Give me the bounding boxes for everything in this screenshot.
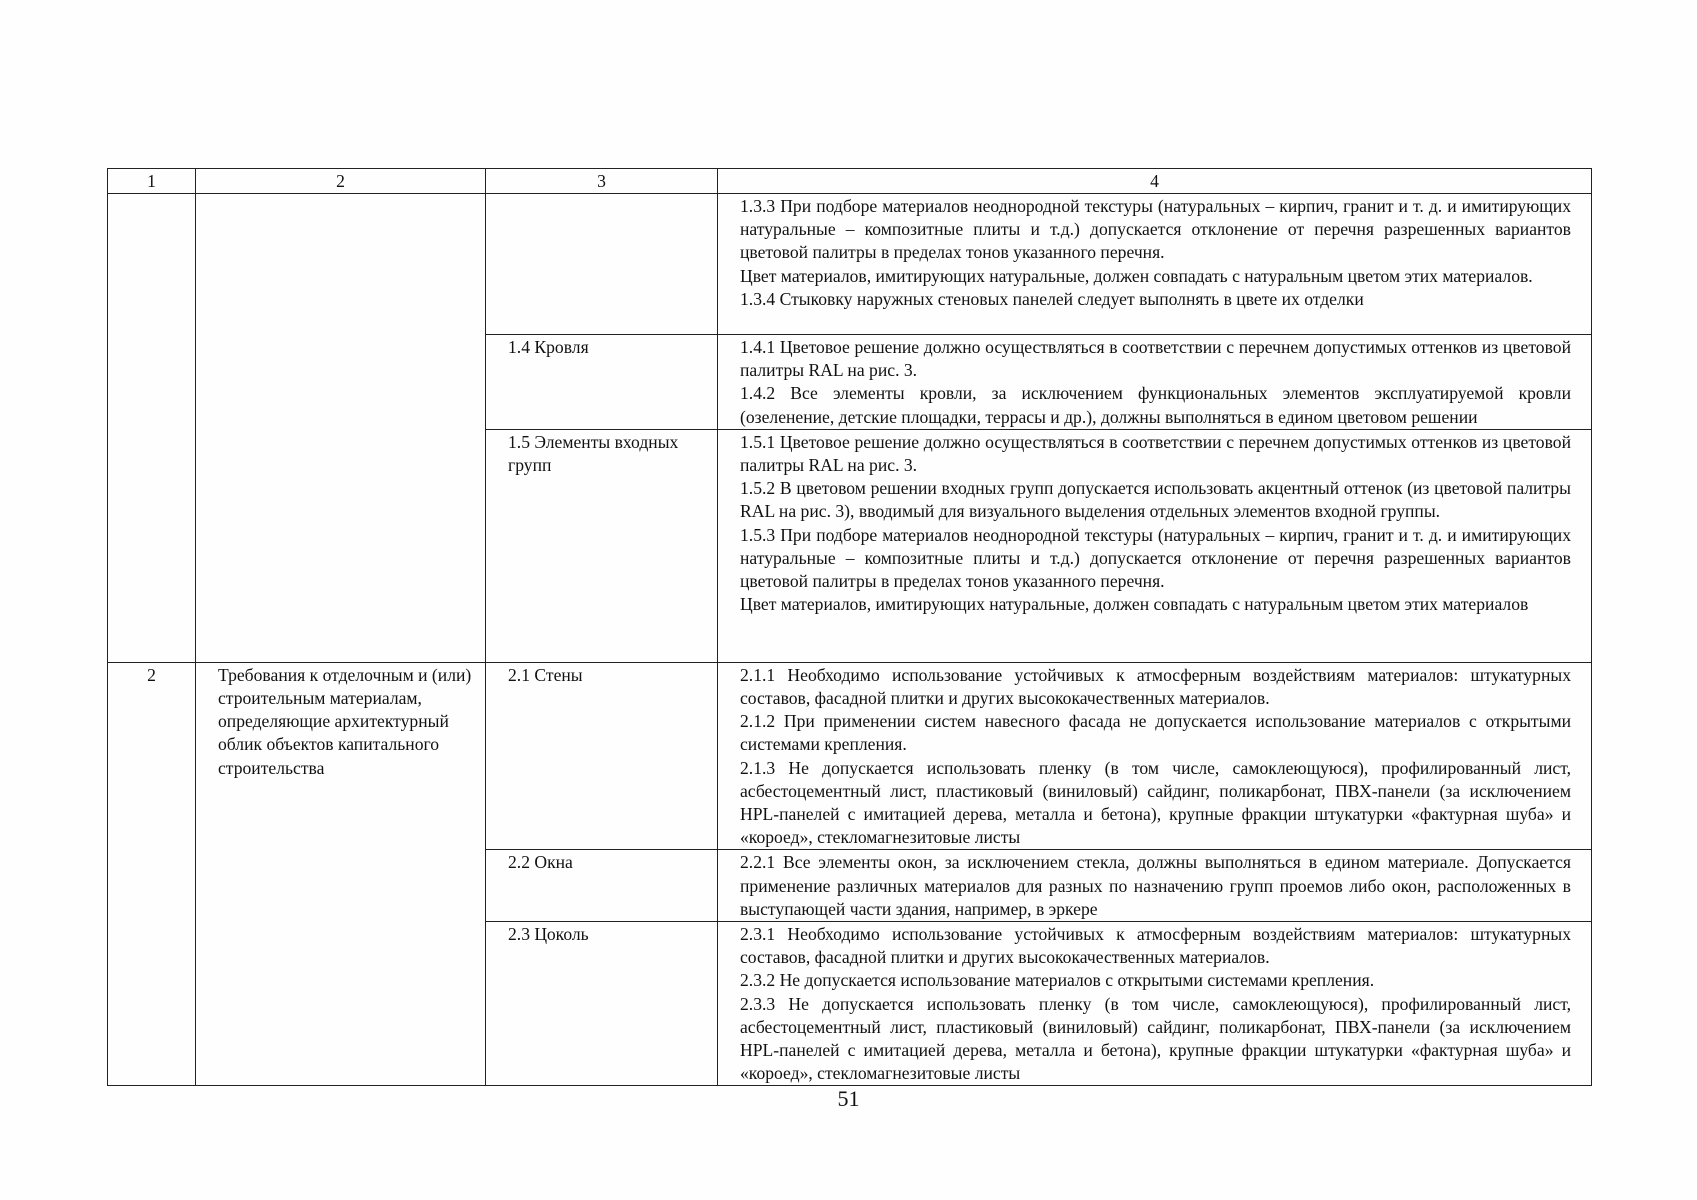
row-number-cell: 2 xyxy=(108,662,196,1086)
header-cell-1: 1 xyxy=(108,169,196,194)
requirement-paragraph: 2.3.1 Необходимо использование устойчивых к атмосферным воздействиям материалов: штукатурных составов, фасадной плитки и других высококачественных материалов. xyxy=(740,924,1571,968)
table-row xyxy=(108,194,1592,335)
requirements-cell xyxy=(718,429,1592,662)
subsection-cell: 2.2 Окна xyxy=(486,850,718,922)
section-name-cell: Требования к отделочным и (или) строительным материалам, определяющие архитектурный облик объектов капитального строительства xyxy=(196,662,486,1086)
requirement-paragraph: 2.2.1 Все элементы окон, за исключением стекла, должны выполняться в едином материале. Допускается применение различных материалов для разных по назначению групп проемов либо окон, расположенных в выступающей части здания, например, в эркере xyxy=(740,852,1571,919)
row-number-cell xyxy=(108,194,196,663)
requirement-paragraph: 1.3.4 Стыковку наружных стеновых панелей следует выполнять в цвете их отделки xyxy=(740,288,1364,309)
requirements-cell xyxy=(718,850,1592,922)
requirement-paragraph: 2.3.2 Не допускается использование материалов с открытыми системами крепления. xyxy=(740,970,1375,991)
requirements-cell xyxy=(718,335,1592,430)
requirement-paragraph: Цвет материалов, имитирующих натуральные, должен совпадать с натуральным цветом этих материалов xyxy=(740,594,1529,615)
subsection-cell xyxy=(486,194,718,335)
requirement-paragraph: 2.3.3 Не допускается использовать пленку (в том числе, самоклеющуюся), профилированный лист, асбестоцементный лист, пластиковый (виниловый) сайдинг, поликарбонат, ПВХ-панели (за исключением HPL-панелей с имитацией дерева, металла и бетона), крупные фракции штукатурки «фактурная шуба» и «короед», стекломагнезитовые листы xyxy=(740,993,1571,1084)
subsection-cell: 2.1 Стены xyxy=(486,662,718,850)
requirement-paragraph: 2.1.3 Не допускается использовать пленку (в том числе, самоклеющуюся), профилированный лист, асбестоцементный лист, пластиковый (виниловый) сайдинг, поликарбонат, ПВХ-панели (за исключением HPL-панелей с имитацией дерева, металла и бетона), крупные фракции штукатурки «фактурная шуба» и «короед», стекломагнезитовые листы xyxy=(740,757,1571,848)
requirements-cell xyxy=(718,662,1592,850)
header-cell-4: 4 xyxy=(718,169,1592,194)
table-row xyxy=(108,662,1592,850)
header-cell-2: 2 xyxy=(196,169,486,194)
header-cell-3: 3 xyxy=(486,169,718,194)
requirement-paragraph: 1.4.2 Все элементы кровли, за исключением функциональных элементов эксплуатируемой кровли (озеленение, детские площадки, террасы и др.), должны выполняться в едином цветовом решении xyxy=(740,383,1571,427)
requirement-paragraph: 1.4.1 Цветовое решение должно осуществляться в соответствии с перечнем допустимых оттенков из цветовой палитры RAL на рис. 3. xyxy=(740,337,1571,381)
requirement-paragraph: 1.5.3 При подборе материалов неоднородной текстуры (натуральных – кирпич, гранит и т. д. и имитирующих натуральные – композитные плиты и т.д.) допускается отклонение от перечня разрешенных вариантов цветовой палитры в пределах тонов указанного перечня. xyxy=(740,524,1571,592)
requirements-cell xyxy=(718,922,1592,1086)
table-header-row xyxy=(108,169,1592,194)
requirements-cell xyxy=(718,194,1592,335)
section-name-cell xyxy=(196,194,486,663)
requirement-paragraph: 1.5.1 Цветовое решение должно осуществляться в соответствии с перечнем допустимых оттенков из цветовой палитры RAL на рис. 3. xyxy=(740,431,1571,476)
requirement-paragraph: 1.5.2 В цветовом решении входных групп допускается использовать акцентный оттенок (из цветовой палитры RAL на рис. 3), вводимый для визуального выделения отдельных элементов входной группы. xyxy=(740,478,1571,522)
requirements-table xyxy=(107,168,1592,1086)
requirement-paragraph: 2.1.2 При применении систем навесного фасада не допускается использование материалов с открытыми системами крепления. xyxy=(740,711,1571,755)
subsection-cell: 1.5 Элементы входных групп xyxy=(486,429,718,662)
requirement-paragraph: 2.1.1 Необходимо использование устойчивых к атмосферным воздействиям материалов: штукатурных составов, фасадной плитки и других высококачественных материалов. xyxy=(740,664,1571,709)
requirement-paragraph: Цвет материалов, имитирующих натуральные, должен совпадать с натуральным цветом этих материалов. xyxy=(740,265,1533,286)
page-number: 51 xyxy=(837,1086,860,1111)
subsection-cell: 1.4 Кровля xyxy=(486,335,718,430)
subsection-cell: 2.3 Цоколь xyxy=(486,922,718,1086)
requirement-paragraph: 1.3.3 При подборе материалов неоднородной текстуры (натуральных – кирпич, гранит и т. д. и имитирующих натуральные – композитные плиты и т.д.) допускается отклонение от перечня разрешенных вариантов цветовой палитры в пределах тонов указанного перечня. xyxy=(740,196,1571,263)
